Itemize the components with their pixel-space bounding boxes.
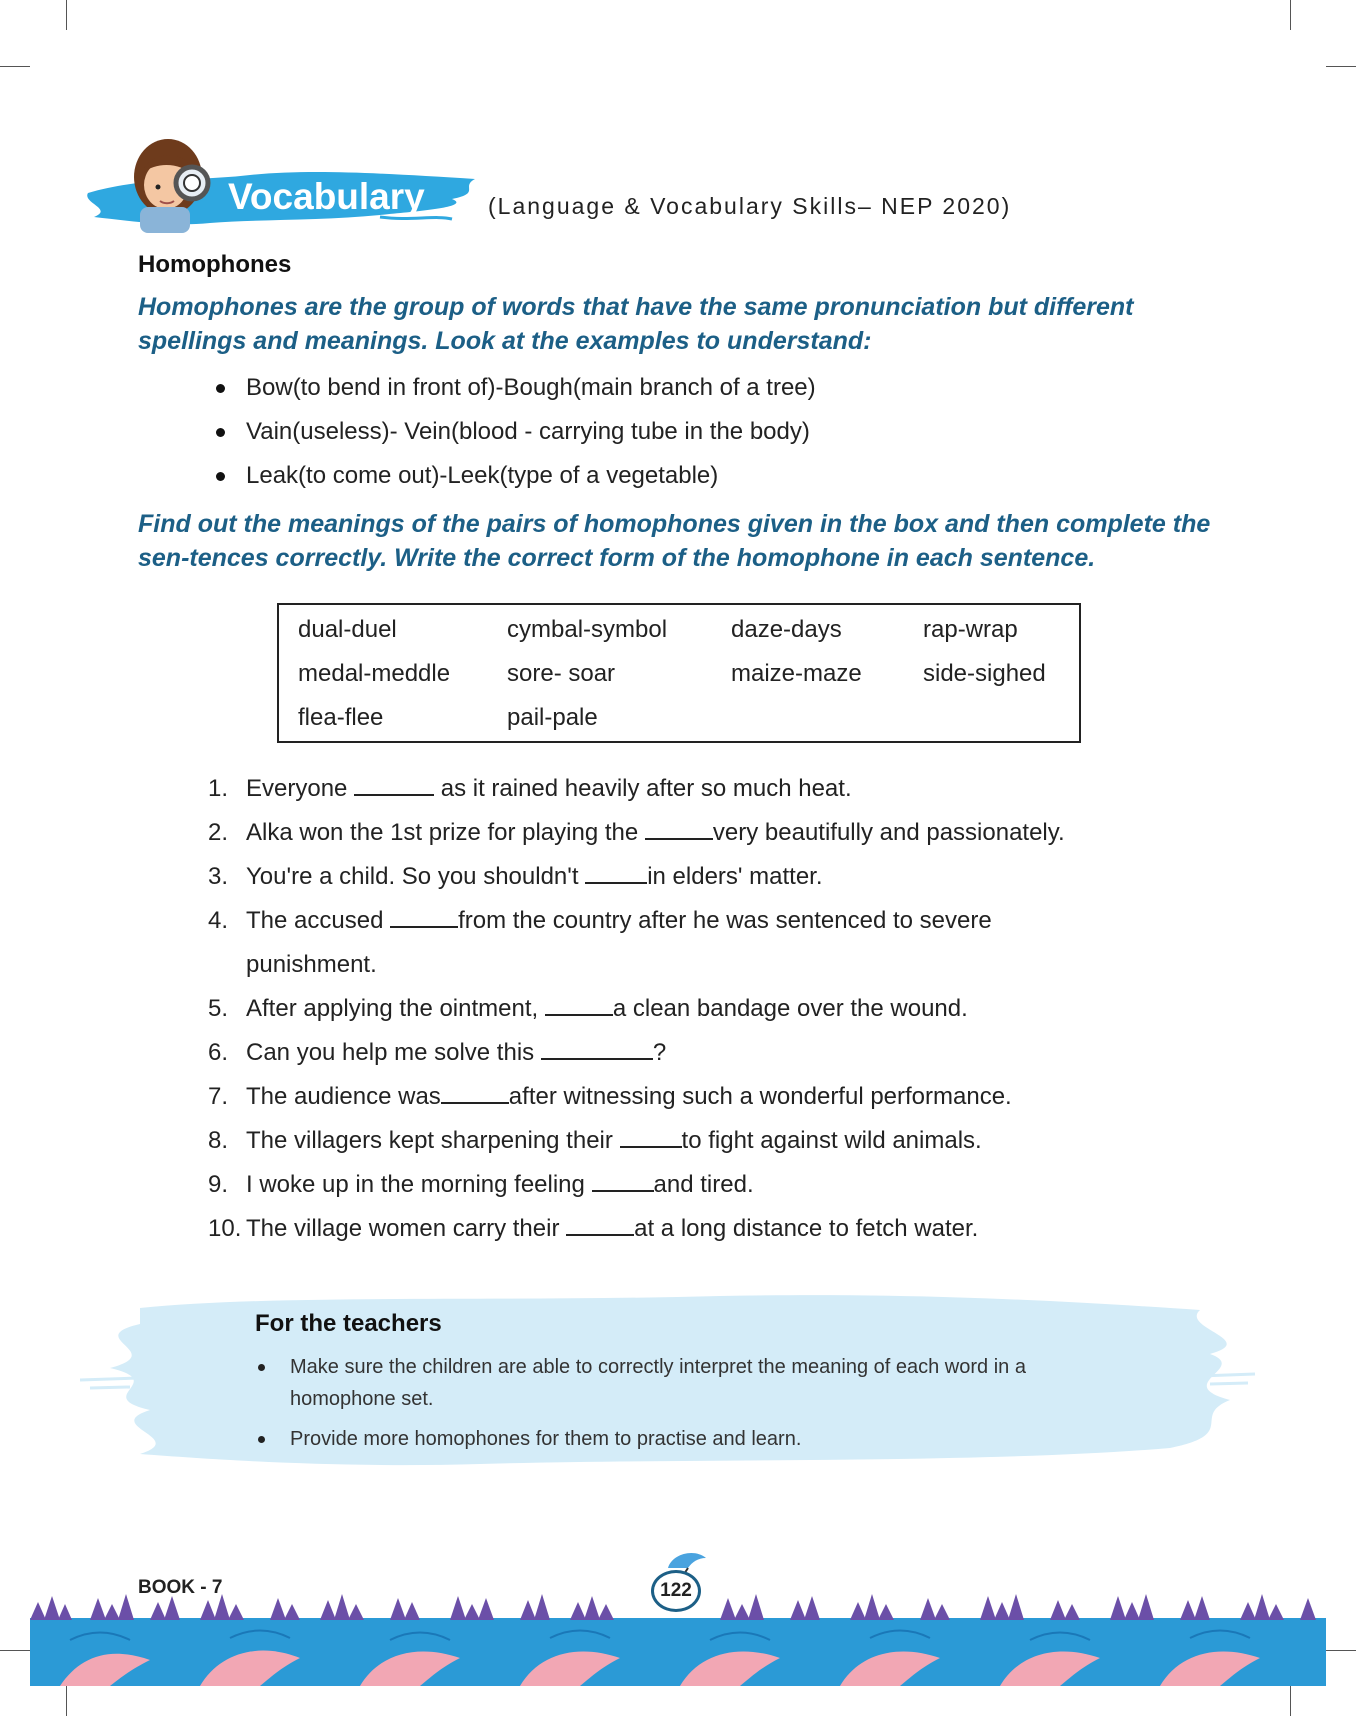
- item-number: 1.: [208, 775, 229, 802]
- word-pair: flea-flee: [298, 704, 384, 731]
- item-number: 3.: [208, 863, 229, 890]
- crop-mark: [66, 1686, 67, 1716]
- list-item: 2. Alka won the 1st prize for playing the very beautifully and passionately.: [208, 811, 1065, 855]
- answer-blank[interactable]: [585, 860, 647, 884]
- crop-mark: [0, 1650, 30, 1651]
- item-number: 10.: [208, 1215, 242, 1242]
- crop-mark: [0, 66, 30, 67]
- word-pair: cymbal-symbol: [507, 616, 668, 643]
- answer-blank[interactable]: [592, 1168, 654, 1192]
- crop-mark: [1290, 0, 1291, 30]
- item-number: 9.: [208, 1171, 229, 1198]
- list-item: 8. The villagers kept sharpening their to fight against wild animals.: [208, 1119, 1065, 1163]
- list-item: 1. Everyone as it rained heavily after so much heat.: [208, 767, 1065, 811]
- section-title: Homophones: [138, 251, 292, 278]
- word-pair: rap-wrap: [923, 616, 1018, 643]
- answer-blank[interactable]: [441, 1080, 509, 1104]
- crop-mark: [1326, 66, 1356, 67]
- list-item: Provide more homophones for them to practise and learn.: [252, 1423, 1112, 1455]
- word-pair: maize-maze: [731, 660, 862, 687]
- crop-mark: [1326, 1650, 1356, 1651]
- list-item: 4. The accused from the country after he was sentenced to severe punishment.: [208, 899, 1065, 987]
- examples-list: [212, 366, 816, 498]
- intro-text: Homophones are the group of words that have the same pronunciation but different spellings and meanings. Look at the examples to understand:: [138, 293, 1134, 355]
- list-item: 10. The village women carry their at a long distance to fetch water.: [208, 1207, 1065, 1251]
- homophone-word-box: [277, 603, 1081, 743]
- item-number: 2.: [208, 819, 229, 846]
- word-pair: medal-meddle: [298, 660, 451, 687]
- item-number: 4.: [208, 907, 229, 934]
- answer-blank[interactable]: [390, 904, 458, 928]
- vocabulary-title: Vocabulary: [228, 176, 425, 217]
- sentence-list: [208, 767, 1065, 1251]
- word-pair: sore- soar: [507, 660, 616, 687]
- item-number: 7.: [208, 1083, 229, 1110]
- answer-blank[interactable]: [645, 816, 713, 840]
- list-item: Make sure the children are able to correctly interpret the meaning of each word in a homophone set.: [252, 1351, 1112, 1415]
- word-pair: daze-days: [731, 616, 842, 643]
- word-pair: side-sighed: [923, 660, 1046, 687]
- crop-mark: [66, 0, 67, 30]
- list-item: 9. I woke up in the morning feeling and tired.: [208, 1163, 1065, 1207]
- answer-blank[interactable]: [354, 772, 434, 796]
- list-item: 7. The audience was after witnessing such a wonderful performance.: [208, 1075, 1065, 1119]
- list-item: 3. You're a child. So you shouldn't in elders' matter.: [208, 855, 1065, 899]
- item-number: 8.: [208, 1127, 229, 1154]
- answer-blank[interactable]: [545, 992, 613, 1016]
- list-item: Bow(to bend in front of)-Bough(main branch of a tree): [212, 366, 816, 410]
- word-pair: pail-pale: [507, 704, 598, 731]
- answer-blank[interactable]: [566, 1212, 634, 1236]
- task-instruction: Find out the meanings of the pairs of homophones given in the box and then complete the sen-tences correctly. Write the correct form of the homophone in each sentence.: [138, 510, 1211, 572]
- book-label: BOOK - 7: [138, 1577, 223, 1598]
- teacher-note-title: For the teachers: [255, 1310, 442, 1337]
- list-item: 6. Can you help me solve this ?: [208, 1031, 1065, 1075]
- crop-mark: [1290, 1686, 1291, 1716]
- teacher-tips: [252, 1351, 1112, 1463]
- item-number: 5.: [208, 995, 229, 1022]
- list-item: 5. After applying the ointment, a clean bandage over the wound.: [208, 987, 1065, 1031]
- list-item: Vain(useless)- Vein(blood - carrying tube in the body): [212, 410, 816, 454]
- item-number: 6.: [208, 1039, 229, 1066]
- list-item: Leak(to come out)-Leek(type of a vegetable): [212, 454, 816, 498]
- word-pair: dual-duel: [298, 616, 397, 643]
- page-number: 122: [651, 1570, 701, 1612]
- vocabulary-subtitle: (Language & Vocabulary Skills– NEP 2020): [488, 193, 1012, 219]
- answer-blank[interactable]: [541, 1036, 653, 1060]
- answer-blank[interactable]: [620, 1124, 682, 1148]
